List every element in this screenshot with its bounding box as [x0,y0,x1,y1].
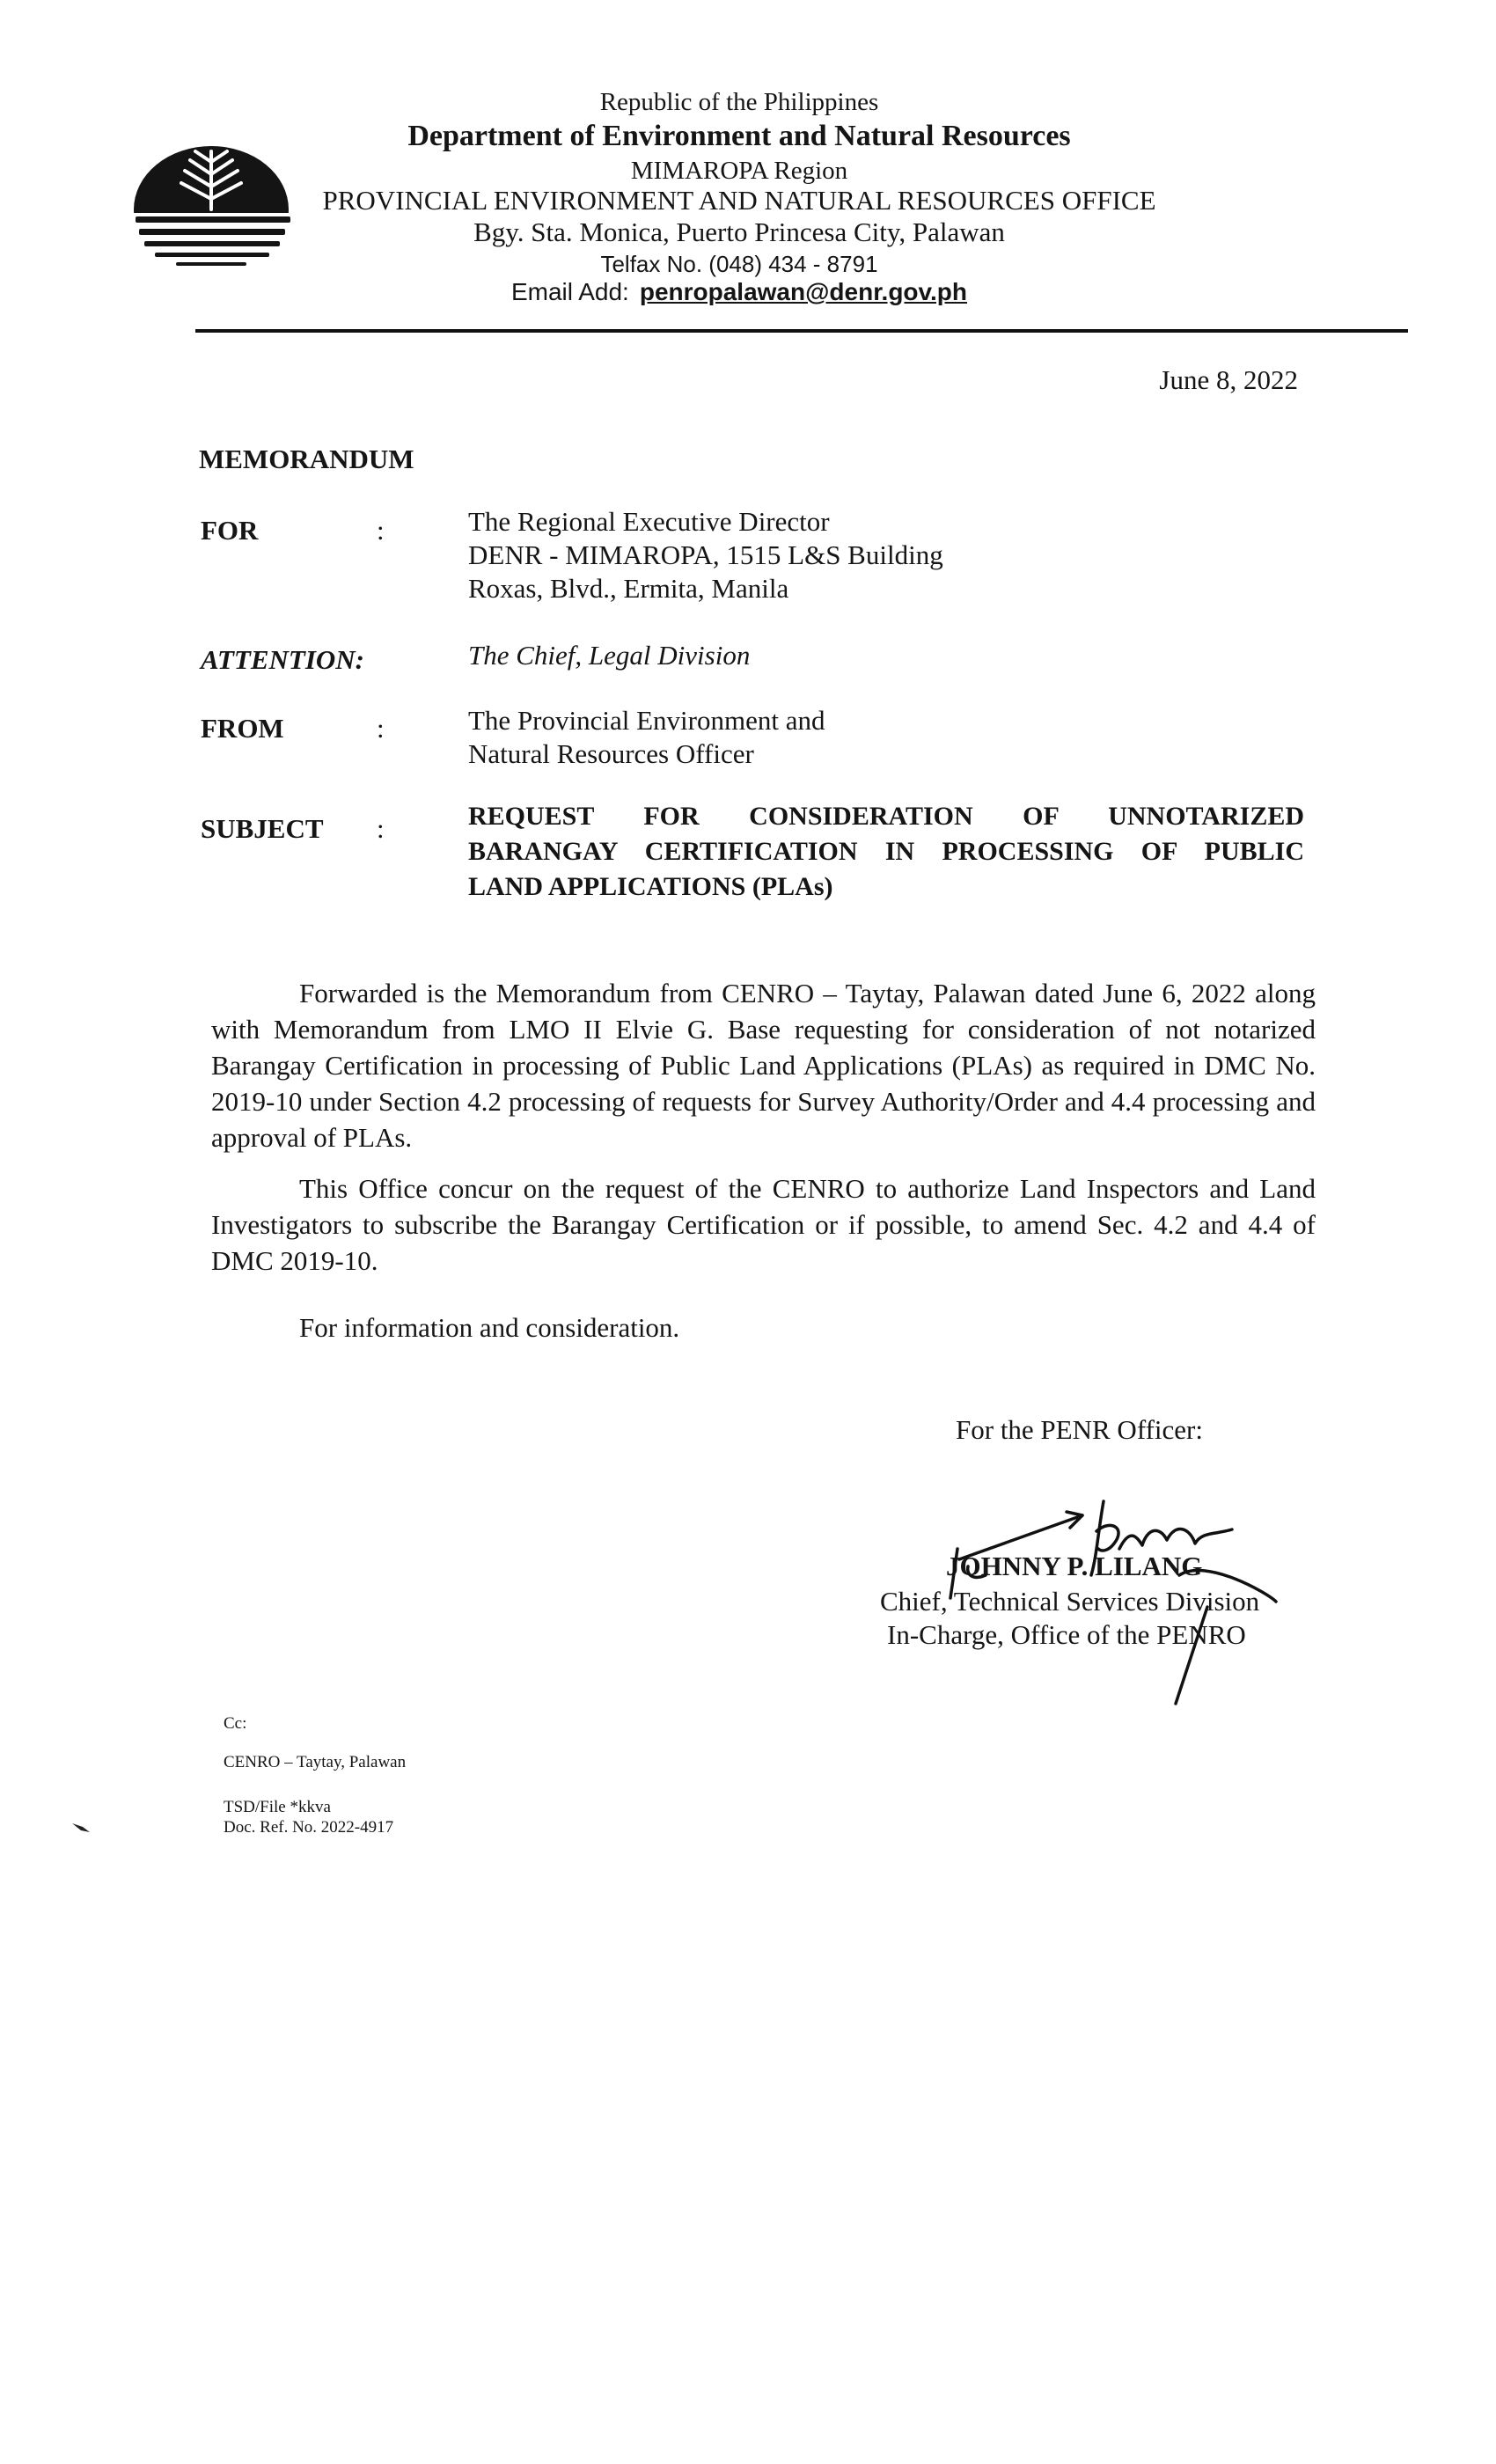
email-label: Email Add: [510,278,629,305]
for-label: FOR [201,515,259,546]
header-office: PROVINCIAL ENVIRONMENT AND NATURAL RESOURCES OFFICE [322,185,1156,216]
header-republic: Republic of the Philippines [599,88,879,116]
file-reference: TSD/File *kkva [224,1798,331,1816]
header-region: MIMAROPA Region [630,157,848,185]
body-paragraph-3: For information and consideration. [299,1312,680,1343]
ink-mark [70,1820,92,1834]
for-line: The Regional Executive Director [468,506,830,537]
cc-recipient: CENRO – Taytay, Palawan [224,1753,407,1771]
memo-title: MEMORANDUM [199,444,414,474]
attention-label: ATTENTION: [201,644,364,675]
for-colon: : [377,515,385,546]
for-value [468,505,943,605]
attention-value: The Chief, Legal Division [468,640,751,671]
header-department: Department of Environment and Natural Resources [407,120,1071,152]
body-paragraph-1: Forwarded is the Memorandum from CENRO – Taytay, Palawan dated June 6, 2022 along with Memorandum from LMO II Elvie G. Base requesting for consideration of not notarized Barangay Certification in processing of Public Land Applications (PLAs) as required in DMC No. 2019-10 under Section 4.2 processing of requests for Survey Authority/Order and 4.4 processing and approval of PLAs. [211,978,1316,1153]
signer-title-1: Chief, Technical Services Division [880,1586,1260,1617]
from-line: Natural Resources Officer [468,738,754,769]
body-paragraph-2: This Office concur on the request of the CENRO to authorize Land Inspectors and Land Investigators to subscribe the Barangay Certification or if possible, to amend Sec. 4.2 and 4.4 of DMC 2019-10. [211,1173,1316,1276]
for-line: Roxas, Blvd., Ermita, Manila [468,573,789,604]
header-email-line [290,278,1188,306]
subject-line: BARANGAY CERTIFICATION IN PROCESSING OF PUBLIC [468,837,1304,866]
subject-value [468,799,1304,905]
signer-title-2: In-Charge, Office of the PENRO [887,1619,1246,1650]
denr-logo-icon [132,132,295,273]
subject-line: LAND APPLICATIONS (PLAs) [468,872,833,901]
memo-date: June 8, 2022 [1159,364,1298,395]
from-line: The Provincial Environment and [468,705,825,736]
subject-line: REQUEST FOR CONSIDERATION OF UNNOTARIZED [468,802,1304,831]
for-line: DENR - MIMAROPA, 1515 L&S Building [468,539,943,570]
from-colon: : [377,713,385,744]
subject-colon: : [377,813,385,844]
from-value [468,704,825,771]
signer-name: JOHNNY P. LILANG [946,1551,1203,1581]
subject-label: SUBJECT [201,813,324,844]
signoff-line: For the PENR Officer: [956,1414,1203,1445]
document-reference: Doc. Ref. No. 2022-4917 [224,1818,394,1837]
cc-label: Cc: [224,1714,247,1733]
header-address: Bgy. Sta. Monica, Puerto Princesa City, Palawan [473,216,1005,247]
handwritten-signature [915,1496,1294,1742]
header-telfax: Telfax No. (048) 434 - 8791 [600,251,878,277]
header-divider [195,329,1408,333]
from-label: FROM [201,713,284,744]
email-link[interactable]: penropalawan@denr.gov.ph [639,278,968,305]
